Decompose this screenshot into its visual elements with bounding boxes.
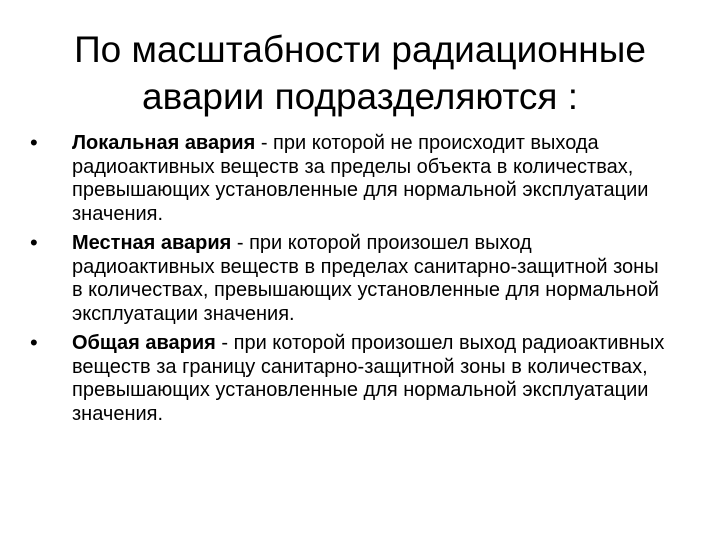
bullet-dot-icon: • [30,330,38,355]
definition-local: - при которой не происходит выхода радиоактивных веществ за пределы объекта в количествах, превышающих установленные для нормальной эксплуатации значения. [72,132,649,225]
bullet-item-general [28,332,668,426]
slide-title [30,26,690,120]
bullet-dot-icon: • [30,130,38,155]
term-regional: Местная авария [72,232,232,254]
bullet-item-local [28,132,668,226]
bullet-list [28,132,668,432]
title-line-1: По масштабности радиационные [74,29,646,70]
title-line-2: аварии подразделяются : [142,76,578,117]
bullet-item-regional [28,232,668,326]
term-general: Общая авария [72,332,216,354]
definition-general: - при которой произошел выход радиоактивных веществ за границу санитарно-защитной зоны в количествах, превышающих установленные для нормальной эксплуатации значения. [72,332,665,425]
bullet-dot-icon: • [30,230,38,255]
term-local: Локальная авария [72,132,256,154]
definition-regional: - при которой произошел выход радиоактивных веществ в пределах санитарно-защитной зоны в количествах, превышающих установленные для нормальной эксплуатации значения. [72,232,659,325]
